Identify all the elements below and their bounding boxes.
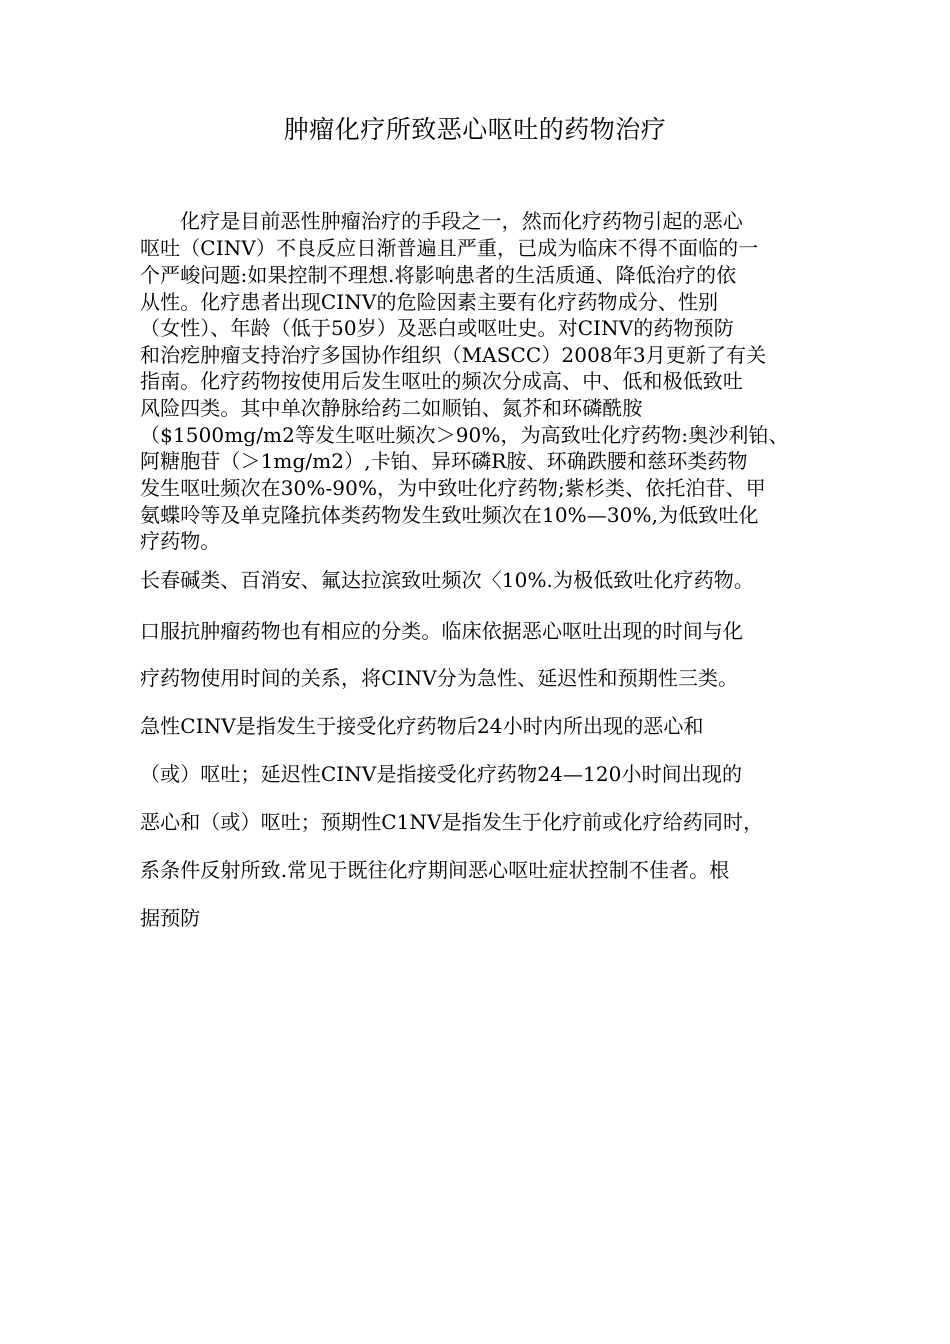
text-line: 系条件反射所致.常见于既往化疗期间恶心呕吐症状控制不佳者。根 [140, 858, 730, 882]
text-line: （女性）、年龄（低于50岁）及恶白或呕吐史。对CINV的药物预防 [140, 316, 734, 340]
text-line: 风险四类。其中单次静脉给药二如顺铂、氮芥和环磷酰胺 [140, 396, 643, 420]
text-line: 恶心和（或）呕吐；预期性C1NV是指发生于化疗前或化疗给药同时， [140, 810, 764, 834]
text-line: 疗药物使用时间的关系，将CINV分为急性、延迟性和预期性三类。 [140, 666, 739, 690]
text-line: 长春碱类、百消安、氟达拉滨致吐频次〈10%.为极低致吐化疗药物。 [140, 568, 755, 592]
text-line: 个严峻问题:如果控制不理想.将影响患者的生活质通、降低治疗的依 [140, 263, 737, 287]
text-line: 阿糖胞苷（＞1mg/m2）,卡铂、异环磷R胺、环确跌腰和慈环类药物 [140, 449, 748, 473]
text-line: 据预防 [140, 906, 201, 930]
text-line: 口服抗肿瘤药物也有相应的分类。临床依据恶心呕吐出现的时间与化 [140, 619, 743, 643]
text-line: 从性。化疗患者出现CINV的危险因素主要有化疗药物成分、性别 [140, 290, 719, 314]
text-line: 和治疙肿瘤支持治疗多国协作组织（MASCC）2008年3月更新了有关 [140, 343, 767, 367]
text-line: 呕吐（CINV）不良反应日渐普遍且严重，已成为临床不得不面临的一 [140, 236, 759, 260]
text-line: 发生呕吐频次在30%-90%，为中致吐化疗药物;紫杉类、依托泊苷、甲 [140, 476, 766, 500]
text-line: （$1500mg/m2等发生呕吐频次＞90%，为高致吐化疗药物:奥沙利铂、 [140, 423, 789, 447]
text-line: 急性CINV是指发生于接受化疗药物后24小时内所出现的恶心和 [140, 714, 704, 738]
text-line: 化疗是目前恶性肿瘤治疗的手段之一，然而化疗药物引起的恶心 [180, 209, 743, 233]
text-line: 指南。化疗药物按使用后发生呕吐的频次分成高、中、低和极低致吐 [140, 369, 743, 393]
text-line: （或）呕吐；延迟性CINV是指接受化疗药物24—120小时间出现的 [140, 762, 743, 786]
text-line: 疗药物。 [140, 529, 221, 553]
page-title: 肿瘤化疗所致恶心呕吐的药物治疗 [283, 115, 667, 144]
text-line: 氨蝶呤等及单克隆抗体类药物发生致吐频次在10%—30%,为低致吐化 [140, 503, 759, 527]
